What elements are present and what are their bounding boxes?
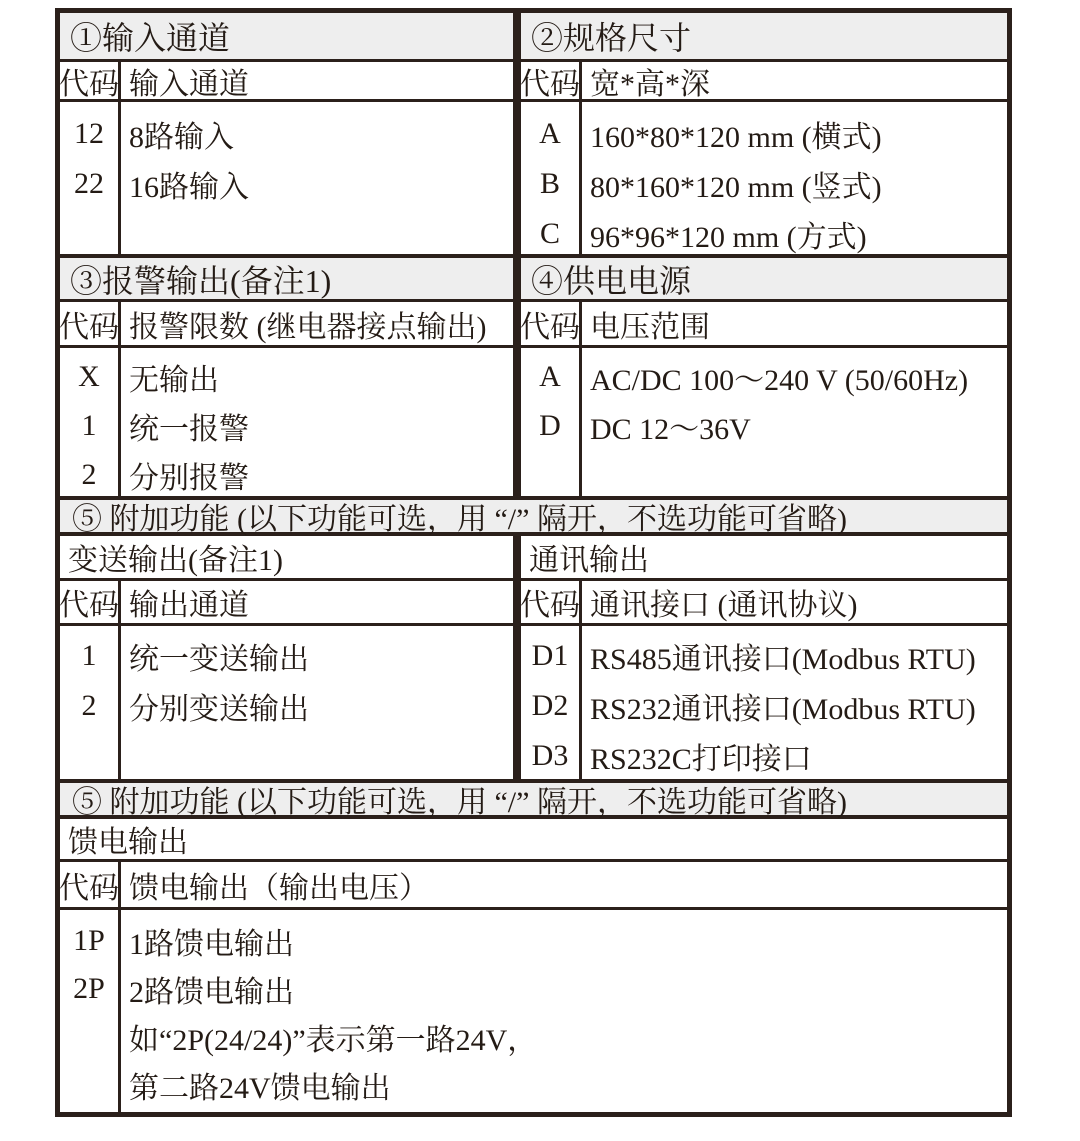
code-cell: A [539,117,561,150]
input-channels-header [60,62,521,99]
alarm-output-header [60,302,521,345]
desc-column [582,626,1007,779]
desc-header-cell: 宽*高*深 [590,67,710,101]
code-cell: A [539,359,561,393]
transmit-output-data [60,626,521,779]
code-column [521,348,582,496]
code-cell: C [539,217,560,250]
code-cell: 22 [74,167,104,200]
data-row-3 [60,626,1007,783]
section-title-input-channels: ①输入通道 [70,20,231,56]
section-band-row-1 [60,13,1007,62]
code-header-cell: 代码 [60,62,121,99]
section-title-dimensions: ②规格尺寸 [531,20,692,56]
code-cell: 12 [74,117,104,150]
code-column [60,348,121,496]
code-column [521,626,582,779]
code-header-cell: 代码 [521,302,582,345]
subsection-title-feed-output: 馈电输出 [68,826,188,859]
desc-cell: 80*160*120 mm (竖式) [590,171,882,204]
desc-column [121,102,513,254]
subsection-title-row-2 [60,819,1007,862]
code-cell [60,1061,118,1109]
code-cell: 1P [73,924,105,957]
code-column [60,626,121,779]
desc-cell: DC 12～36V [590,412,751,446]
desc-cell: 2路馈电输出 [129,976,294,1009]
alarm-output-data [60,348,521,496]
data-row-2 [60,348,1007,500]
code-cell: 2 [81,457,97,491]
input-channels-data [60,102,521,254]
code-cell [60,1013,118,1061]
data-row-1 [60,102,1007,258]
data-row-4 [60,910,1007,1112]
desc-column [121,348,513,496]
code-header-cell: 代码 [60,862,121,907]
code-cell: X [78,359,100,393]
subsection-title-comm-output: 通讯输出 [529,544,649,577]
column-header-row-3 [60,581,1007,626]
desc-header-cell: 报警限数 (继电器接点输出) [129,310,487,344]
desc-column [121,910,1007,1112]
section-title-dimensions-cell [521,13,1007,59]
desc-cell: 如“2P(24/24)”表示第一路24V， [129,1024,538,1057]
dimensions-header [521,62,1007,99]
comm-output-data [521,626,1007,779]
desc-header-cell: 通讯接口 (通讯协议) [590,589,858,622]
desc-cell: 1路馈电输出 [129,928,294,961]
desc-cell: 8路输入 [129,121,234,154]
column-header-row-2 [60,302,1007,348]
power-supply-data [521,348,1007,496]
subsection-title-row-1 [60,536,1007,581]
desc-cell: 第二路24V馈电输出 [129,1072,391,1105]
code-cell: 2 [81,689,97,722]
desc-cell: 分别变送输出 [129,693,309,726]
code-cell: D2 [531,689,569,722]
transmit-output-header [60,581,521,623]
code-column [60,910,121,1112]
code-cell: D1 [531,639,569,672]
code-cell: B [539,167,560,200]
desc-header-cell: 输出通道 [129,589,249,622]
column-header-row-1 [60,62,1007,102]
section-title-input-channels-cell [60,13,521,59]
desc-header-cell: 电压范围 [590,310,710,344]
code-cell: 2P [73,972,105,1005]
desc-cell: 分别报警 [129,461,249,495]
desc-cell: RS232C打印接口 [590,743,812,776]
power-supply-header [521,302,1007,345]
desc-cell: 统一变送输出 [129,643,309,676]
additional-functions-band-label: ⑤ 附加功能 (以下功能可选，用 “/” 隔开，不选功能可省略) [72,503,847,536]
code-header-cell: 代码 [60,581,121,623]
desc-header-cell: 馈电输出（输出电压） [129,871,429,905]
desc-cell: 统一报警 [129,412,249,446]
desc-column [582,348,1007,496]
desc-cell: 16路输入 [129,171,249,204]
code-cell: D [539,408,561,442]
section-title-alarm-output: ③报警输出(备注1) [70,262,332,299]
dimensions-data [521,102,1007,254]
additional-functions-band-2 [60,783,1007,819]
code-header-cell: 代码 [521,62,582,99]
section-title-power-supply: ④供电电源 [531,262,692,299]
section-band-row-2 [60,258,1007,302]
desc-cell: 无输出 [129,363,219,397]
desc-header-cell: 输入通道 [129,67,249,101]
comm-output-header [521,581,1007,623]
code-column [521,102,582,254]
code-header-cell: 代码 [60,302,121,345]
desc-cell: RS232通讯接口(Modbus RTU) [590,693,976,726]
section-title-power-supply-cell [521,258,1007,299]
desc-cell: 160*80*120 mm (横式) [590,121,882,154]
additional-functions-band-label: ⑤ 附加功能 (以下功能可选，用 “/” 隔开，不选功能可省略) [72,786,847,819]
section-title-alarm-output-cell [60,258,521,299]
column-header-row-4 [60,862,1007,910]
additional-functions-band-1 [60,500,1007,536]
subsection-title-transmit-output: 变送输出(备注1) [60,536,521,578]
desc-cell: AC/DC 100～240 V (50/60Hz) [590,363,969,397]
desc-column [121,626,513,779]
code-column [60,102,121,254]
code-cell: 1 [81,408,97,442]
desc-cell: RS485通讯接口(Modbus RTU) [590,643,976,676]
code-header-cell: 代码 [521,581,582,623]
ordering-spec-table [55,8,1012,1117]
desc-cell: 96*96*120 mm (方式) [590,221,867,254]
code-cell: 1 [81,639,97,672]
desc-column [582,102,1007,254]
code-cell: D3 [531,739,569,772]
